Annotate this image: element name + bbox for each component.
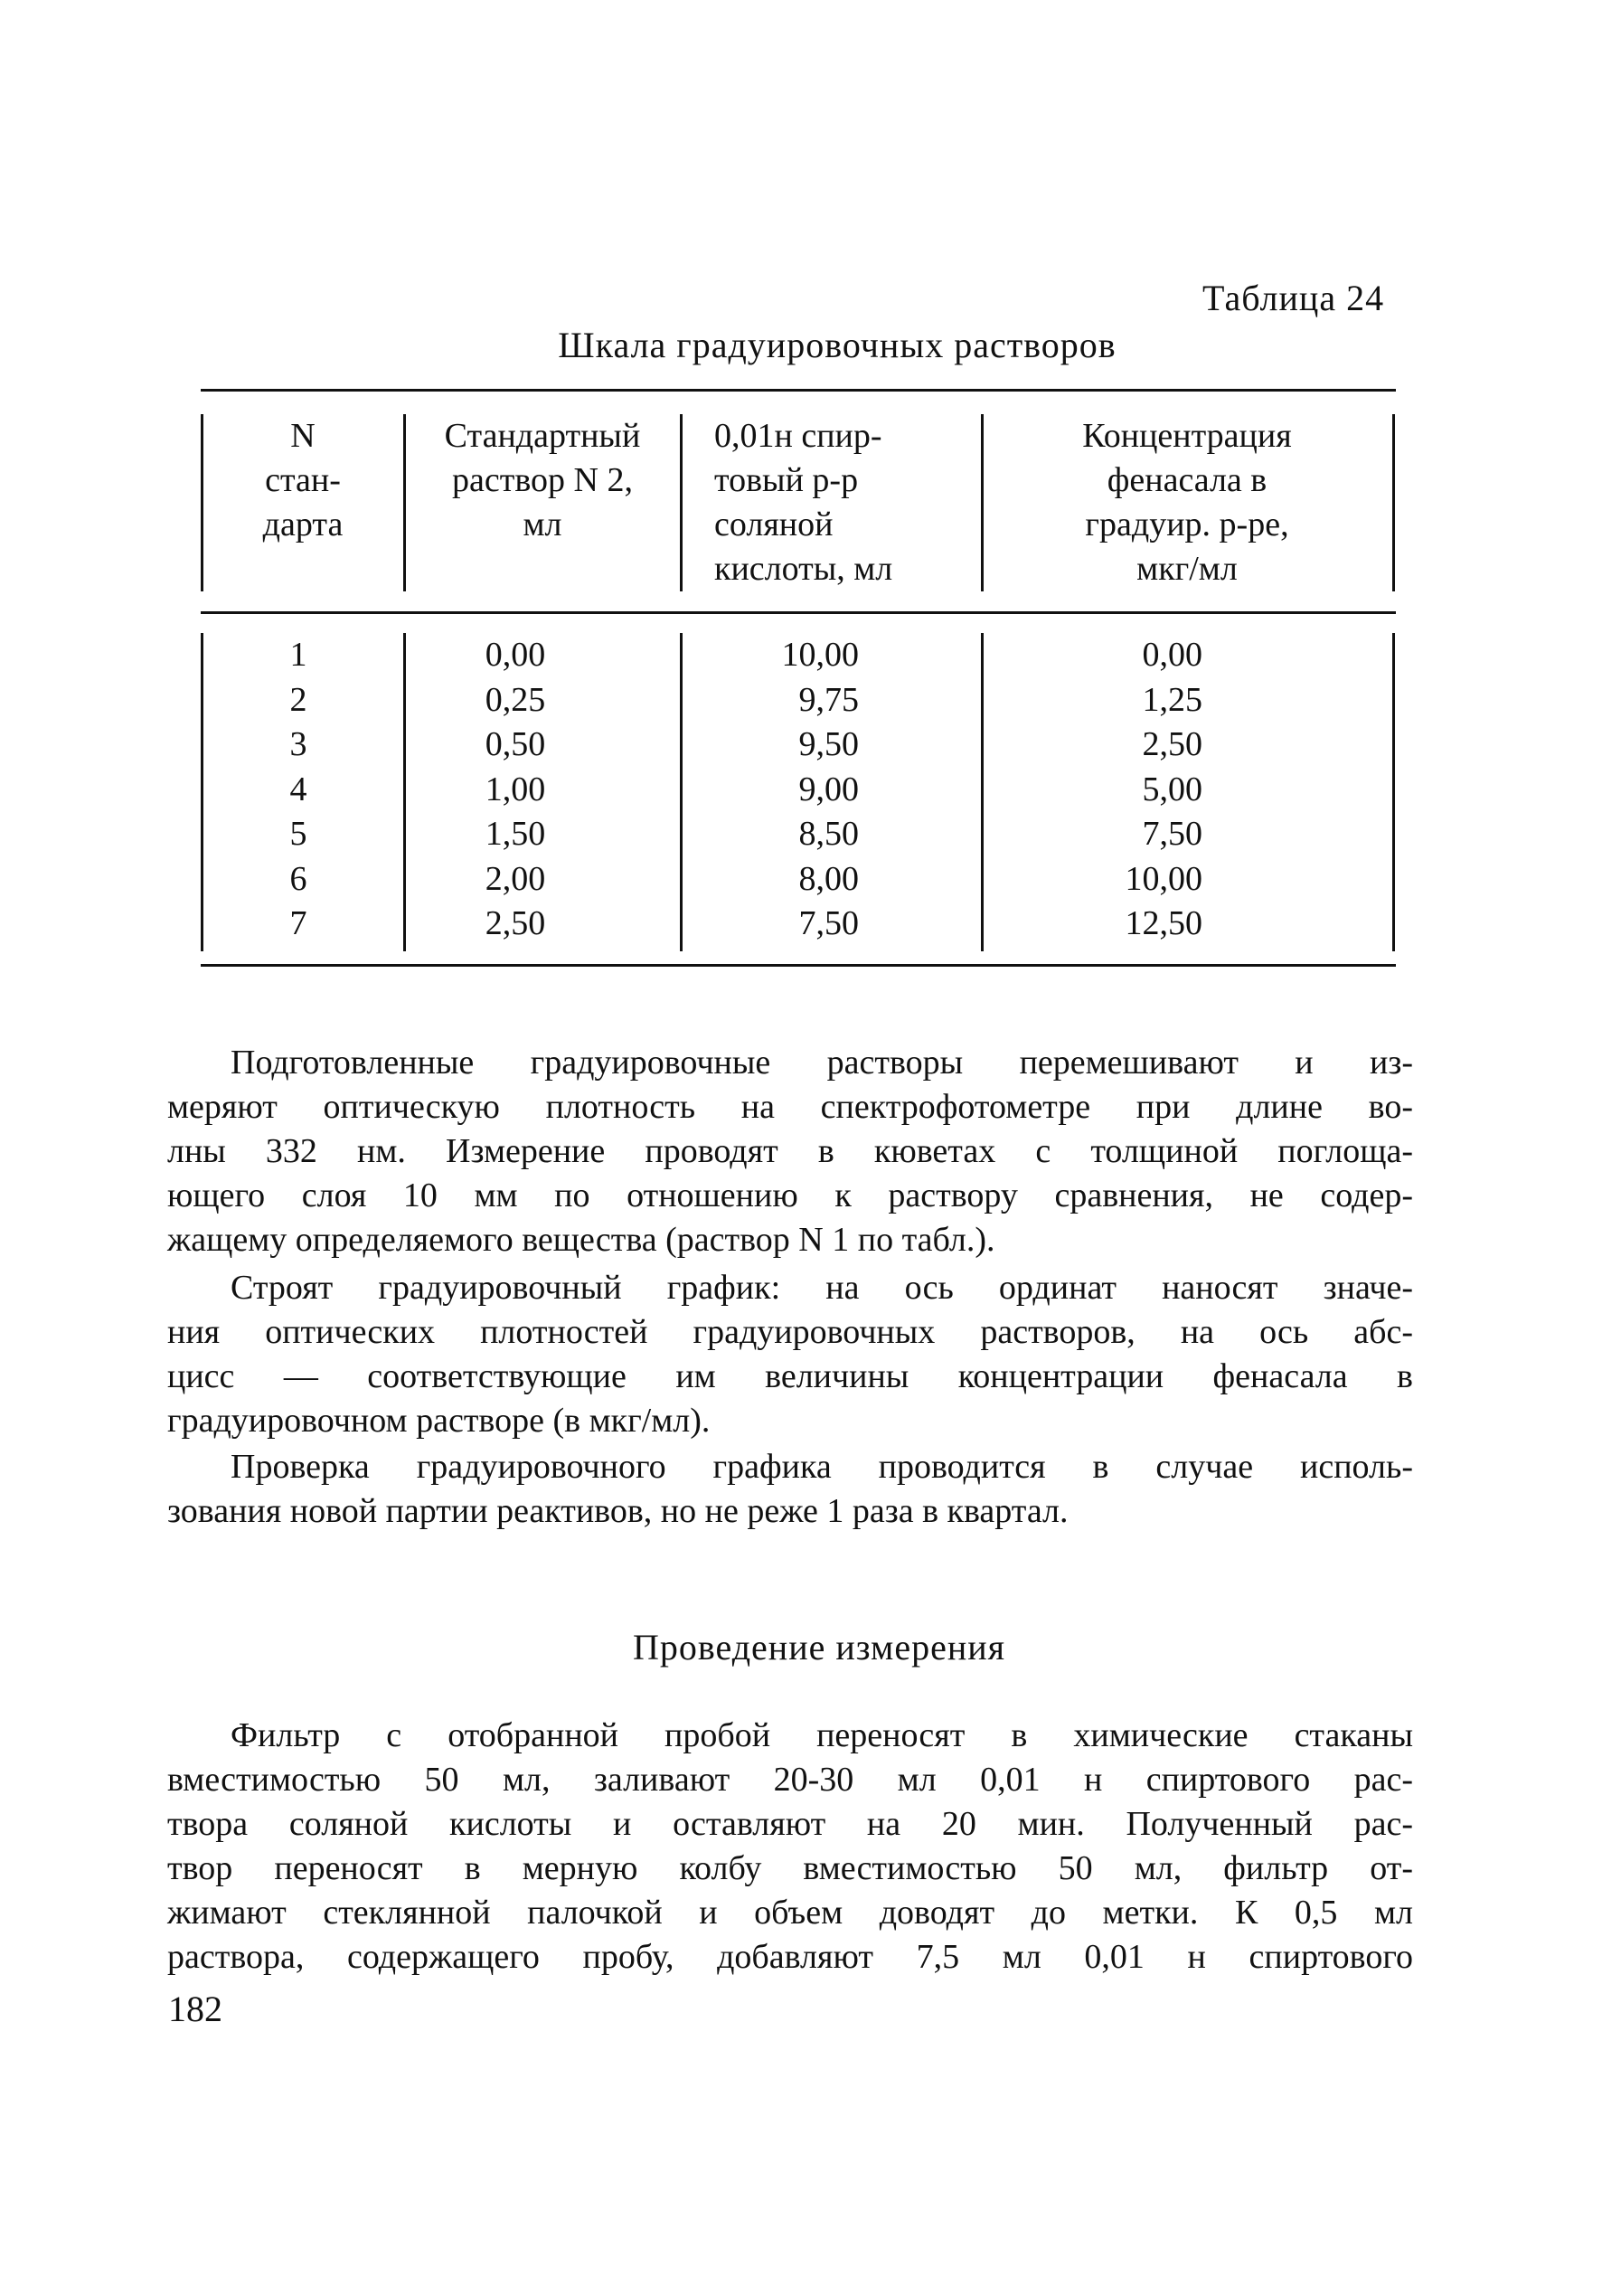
table-cell: 4 — [289, 770, 307, 808]
table-column-n — [271, 633, 325, 947]
table-cell: 8,50 — [798, 815, 859, 853]
paragraph-preparation: Подготовленные градуировочные растворы перемешивают и из- меряют оптическую плотность на спектрофотометре при длине во- лны 332 нм. Измерение проводят в кюветах с толщиной поглоща- ющего слоя 10 мм по отношению к раствору сравнения, не содер- жащему определяемого вещества (раствор N 1 по табл.). — [167, 1044, 1413, 1259]
table-divider-3-header — [981, 414, 984, 591]
table-bottom-rule — [201, 964, 1396, 967]
table-cell: 9,75 — [798, 680, 859, 719]
table-border-right-body — [1392, 633, 1395, 951]
table-header-standard-solution: Стандартный раствор N 2, мл — [444, 417, 641, 543]
table-cell: 0,00 — [1142, 636, 1202, 674]
section-heading: Проведение измерения — [632, 1627, 1006, 1668]
table-border-right-header — [1392, 414, 1395, 591]
table-cell: 9,00 — [798, 770, 859, 808]
table-header-hcl-solution: 0,01н спир- товый р-р соляной кислоты, мл — [714, 417, 893, 588]
table-column-concentration — [1067, 633, 1202, 947]
table-divider-2-body — [680, 633, 683, 951]
table-cell: 6 — [289, 859, 307, 898]
table-cell: 1,25 — [1142, 680, 1202, 719]
table-cell: 8,00 — [798, 859, 859, 898]
table-cell: 2 — [289, 680, 307, 719]
table-column-hcl-solution — [723, 633, 859, 947]
paragraph-measurement: Фильтр с отобранной пробой переносят в химические стаканы вместимостью 50 мл, заливают 20-30 мл 0,01 н спиртового рас- твора соляной кислоты и оставляют на 20 мин. Полученный рас- твор переносят в мерную колбу вместимостью 50 мл, фильтр от- жимают стеклянной палочкой и объем доводят до метки. К 0,5 мл раствора, содержащего пробу, добавляют 7,5 мл 0,01 н спиртового — [167, 1716, 1413, 1976]
paragraph-graph-check: Проверка градуировочного графика проводится в случае исполь- зования новой партии реактивов, но не реже 1 раза в квартал. — [167, 1448, 1413, 1530]
table-number-label: Таблица 24 — [1202, 278, 1385, 318]
table-cell: 10,00 — [1125, 859, 1202, 898]
table-cell: 2,50 — [1142, 725, 1202, 763]
table-divider-1-body — [403, 633, 406, 951]
table-title: Шкала градуировочных растворов — [558, 325, 1117, 365]
page-number: 182 — [168, 1989, 222, 2029]
table-header-rule — [201, 611, 1396, 614]
table-divider-2-header — [680, 414, 683, 591]
table-divider-1-header — [403, 414, 406, 591]
table-border-left-header — [201, 414, 203, 591]
table-cell: 3 — [289, 725, 307, 763]
table-cell: 5 — [289, 815, 307, 853]
table-cell: 0,00 — [485, 636, 546, 674]
table-cell: 7 — [289, 904, 307, 942]
table-cell: 1,00 — [485, 770, 546, 808]
table-cell: 10,00 — [781, 636, 859, 674]
table-cell: 12,50 — [1125, 904, 1202, 942]
table-cell: 0,50 — [485, 725, 546, 763]
table-cell: 7,50 — [1142, 815, 1202, 853]
table-cell: 7,50 — [798, 904, 859, 942]
table-divider-3-body — [981, 633, 984, 951]
table-cell: 5,00 — [1142, 770, 1202, 808]
table-cell: 1,50 — [485, 815, 546, 853]
table-cell: 0,25 — [485, 680, 546, 719]
table-border-left-body — [201, 633, 203, 951]
table-cell: 1 — [289, 636, 307, 674]
table-cell: 9,50 — [798, 725, 859, 763]
table-top-rule — [201, 389, 1396, 392]
paragraph-calibration-graph: Строят градуировочный график: на ось ординат наносят значе- ния оптических плотностей градуировочных растворов, на ось абс- цисс — соответствующие им величины концентрации фенасала в градуировочном растворе (в мкг/мл). — [167, 1269, 1413, 1440]
table-column-standard-solution — [470, 633, 561, 947]
table-cell: 2,00 — [485, 859, 546, 898]
table-header-n: N стан- дарта — [262, 417, 344, 543]
table-cell: 2,50 — [485, 904, 546, 942]
table-header-concentration: Концентрация фенасала в градуир. р-ре, мкг/мл — [1082, 417, 1292, 588]
